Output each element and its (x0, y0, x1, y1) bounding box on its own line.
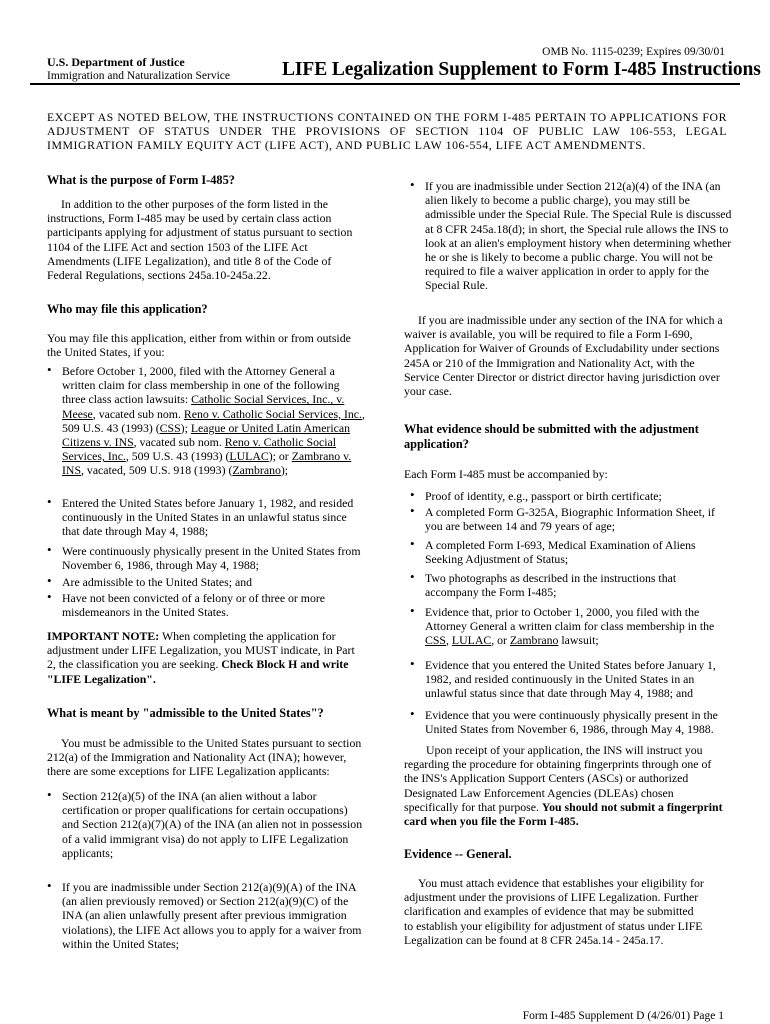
list-item: • A completed Form I-693, Medical Examination of Aliens Seeking Adjustment of Status; (410, 536, 696, 567)
list-item: • Were continuously physically present in the United States from November 6, 1986, through May 4, 1988; (47, 542, 361, 573)
list-item: • Evidence that you were continuously physically present in the United States from November 6, 1986, through May 4, 1988. (410, 706, 718, 737)
list-item: • If you are inadmissible under Section 212(a)(9)(A) of the INA (an alien previously removed) or Section 212(a)(9)(C) of the INA (an alien unlawfully present after previous immigration violations), the LIFE Act allows you to apply for a waiver from within the United States; (47, 878, 362, 951)
case-name: Zambrano v. INS (62, 449, 352, 478)
bullet-icon: • (410, 536, 415, 551)
list-item: • Before October 1, 2000, filed with the Attorney General a written claim for class membership in one of the following three class action lawsuits: Catholic Social Services, Inc., v. Meese, vacated sub nom. Reno v. Catholic Social Services, Inc., 509 U.S. 43 (1993) (CSS); League or United Latin American Citizens v. INS, vacated sub nom. Reno v. Catholic Social Services, Inc., 509 U.S. 43 (1993) (LULAC); or Zambrano v. INS, vacated, 509 U.S. 918 (1993) (Zambrano); (47, 362, 365, 478)
list-item: • If you are inadmissible under Section 212(a)(4) of the INA (an alien likely to become a public charge), you may still be admissible under the Special Rule. The Special Rule is discussed at 8 CFR 245a.18(d); in short, the Special rule allows the INS to look at an alien's employment history when determining whether he or she is likely to become a public charge. You will not be required to file a waiver application in order to apply for the Special Rule. (410, 177, 732, 293)
bullet-icon: • (410, 487, 415, 502)
who-text: You may file this application, either from within or from outside the United States, if you: (47, 331, 351, 360)
bullet-icon: • (47, 362, 52, 377)
case-abbrev: Zambrano (232, 463, 281, 478)
evidence-general-heading: Evidence -- General. (404, 847, 512, 861)
evidence-intro: Each Form I-485 must be accompanied by: (404, 467, 608, 481)
bullet-icon: • (47, 542, 52, 557)
list-item: • Have not been convicted of a felony or of three or more misdemeanors in the United States. (47, 589, 326, 620)
agency-name: U.S. Department of Justice (47, 55, 185, 69)
list-item: • Proof of identity, e.g., passport or birth certificate; (410, 487, 662, 503)
intro-paragraph: EXCEPT AS NOTED BELOW, THE INSTRUCTIONS CONTAINED ON THE FORM I-485 PERTAIN TO APPLICATIONS FOR ADJUSTMENT OF STATUS UNDER THE PROVISIONS OF SECTION 1104 OF PUBLIC LAW 106-553, LEGAL IMMIGRATION FAMILY EQUITY ACT (LIFE ACT), AND PUBLIC LAW 106-554, LIFE ACT AMENDMENTS. (47, 110, 727, 153)
case-abbrev: CSS (425, 633, 446, 648)
agency-block (47, 55, 267, 84)
admissible-text: You must be admissible to the United States pursuant to section 212(a) of the Immigration and Nationality Act (INA); however, there are some exceptions for LIFE Legalization applicants: (47, 736, 362, 779)
bullet-icon: • (410, 706, 415, 721)
page-footer: Form I-485 Supplement D (4/26/01) Page 1 (522, 1010, 724, 1022)
case-abbrev: LULAC (229, 449, 269, 464)
page-title: LIFE Legalization Supplement to Form I-485 Instructions (282, 59, 761, 80)
bullet-icon: • (410, 569, 415, 584)
bullet-icon: • (410, 177, 415, 192)
list-item: • Section 212(a)(5) of the INA (an alien without a labor certification or proper qualifications for certain occupations) and Section 212(a)(7)(A) of the INA (an alien not in possession of a valid immigrant visa) do not apply to LIFE Legalization applicants; (47, 787, 363, 860)
subagency-name: Immigration and Naturalization Service (47, 70, 230, 82)
bullet-icon: • (47, 573, 52, 588)
note-label: IMPORTANT NOTE: (47, 629, 160, 643)
bullet-icon: • (47, 878, 52, 893)
purpose-text: In addition to the other purposes of the form listed in the instructions, Form I-485 may be used by certain class action participants applying for adjustment of status pursuant to section 1104 of the LIFE Act and section 1503 of the LIFE Act Amendments (LIFE Legalization), and title 8 of the Code of Federal Regulations, sections 245a.10-245a.22. (47, 197, 353, 283)
case-abbrev: Zambrano (509, 633, 559, 648)
list-item: • Are admissible to the United States; and (47, 573, 253, 589)
evidence-general-text: You must attach evidence that establishes your eligibility for adjustment under the provisions of LIFE Legalization. Further clarification and examples of evidence that may be submitted to establish your eligibility for adjustment of status under LIFE Legalization can be found at 8 CFR 245a.14 - 245a.17. (404, 876, 704, 947)
evidence-heading: What evidence should be submitted with the adjustment application? (404, 422, 699, 451)
list-item: • Evidence that, prior to October 1, 2000, you filed with the Attorney General a written claim for class membership in the CSS, LULAC, or Zambrano lawsuit; (410, 603, 715, 648)
bullet-icon: • (410, 503, 415, 518)
bullet-icon: • (47, 494, 52, 509)
case-name: Catholic Social Services, Inc., v. Meese (62, 392, 345, 421)
case-name: Reno v. Catholic Social Services, Inc. (183, 406, 362, 421)
case-abbrev: LULAC (451, 633, 492, 648)
case-abbrev: CSS (159, 420, 181, 435)
bullet-icon: • (47, 787, 52, 802)
list-item: • Entered the United States before January 1, 1982, and resided continuously in the United States in an unlawful status since that date through May 4, 1988; (47, 494, 354, 539)
bullet-icon: • (410, 656, 415, 671)
admissible-heading: What is meant by "admissible to the United States"? (47, 706, 324, 720)
header-rule (30, 83, 740, 85)
list-item: • A completed Form G-325A, Biographic Information Sheet, if you are between 14 and 79 years of age; (410, 503, 715, 534)
case-name: Reno v. Catholic Social Services, Inc. (62, 435, 337, 464)
omb-number: OMB No. 1115-0239; Expires 09/30/01 (542, 46, 725, 58)
case-name: League or United Latin American Citizens v. INS (62, 420, 351, 450)
bullet-icon: • (47, 589, 52, 604)
important-note: IMPORTANT NOTE: When completing the application for adjustment under LIFE Legalization, you MUST indicate, in Part 2, the classification you are seeking. Check Block H and write "LIFE Legalization". (47, 629, 355, 686)
who-heading: Who may file this application? (47, 302, 208, 316)
purpose-heading: What is the purpose of Form I-485? (47, 173, 235, 187)
bullet-icon: • (410, 603, 415, 618)
fingerprint-text: Upon receipt of your application, the INS will instruct you regarding the procedure for obtaining fingerprints through one of the INS's Application Support Centers (ASCs) or authorized Designated Law Enforcement Agencies (DLEAs) chosen specifically for that purpose. You should not submit a fingerprint card when you file the Form I-485. (404, 743, 723, 829)
waiver-text: If you are inadmissible under any section of the INA for which a waiver is available, you will be required to file a Form I-690, Application for Waiver of Grounds of Excludability under sections 245A or 210 of the Immigration and Nationality Act, with the Service Center Director or district director having jurisdiction over your case. (404, 313, 723, 399)
list-item: • Two photographs as described in the instructions that accompany the Form I-485; (410, 569, 677, 600)
list-item: • Evidence that you entered the United States before January 1, 1982, and resided continuously in the United States in an unlawful status since that date through May 4, 1988; and (410, 656, 716, 701)
